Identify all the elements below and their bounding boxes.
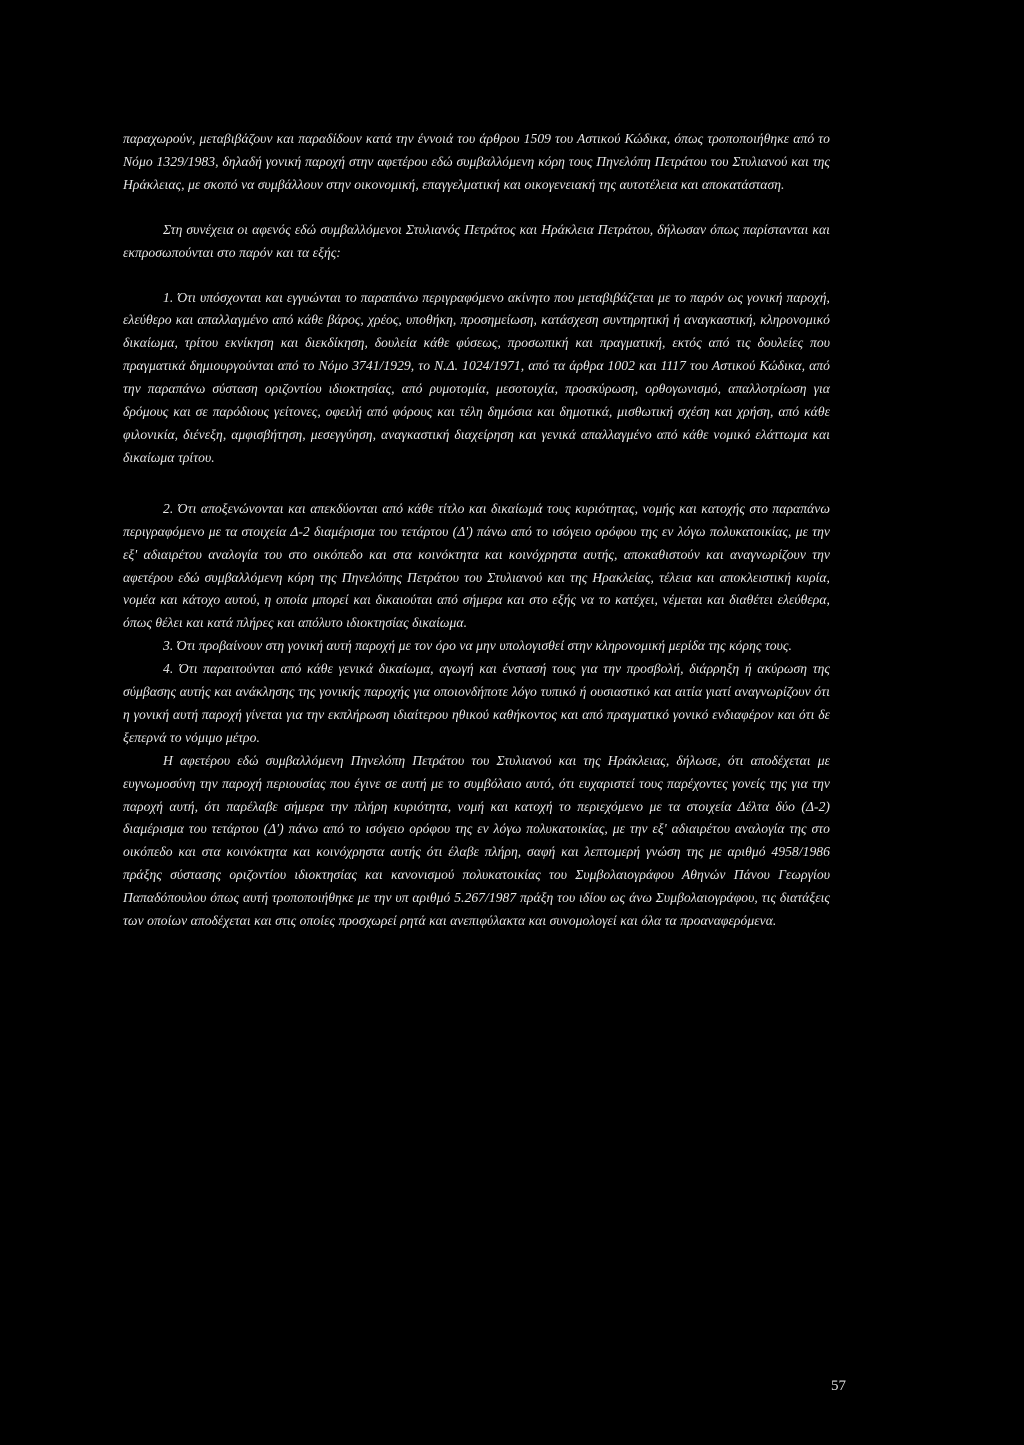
paragraph-clause-1: 1. Ότι υπόσχονται και εγγυώνται το παραπάνω περιγραφόμενο ακίνητο που μεταβιβάζεται με το παρόν ως γονική παροχή, ελεύθερο και απαλλαγμένο από κάθε βάρος, χρέος, υποθήκη, προσημείωση, κατάσχεση συντηρητική ή αναγκαστική, κληρονομικό δικαίωμα, τρίτου εκνίκηση και διεκδίκηση, δουλεία κάθε φύσεως, προσωπική και πραγματική, εκτός από τις δουλείες που πραγματικά δημιουργούνται από το Νόμο 3741/1929, το Ν.Δ. 1024/1971, από τα άρθρα 1002 και 1117 του Αστικού Κώδικα, από την παραπάνω σύσταση οριζοντίου ιδιοκτησίας, από ρυμοτομία, μεσοτοιχία, προσκύρωση, ορθογωνισμό, απαλλοτρίωση για δρόμους και σε παρόδιους γείτονες, οφειλή από φόρους και τέλη δημόσια και δημοτικά, μισθωτική σχέση και χρήση, από κάθε φιλονικία, διένεξη, αμφισβήτηση, μεσεγγύηση, αναγκαστική διαχείρηση και γενικά απαλλαγμένο από κάθε νομικό ελάττωμα και δικαίωμα τρίτου. xyxy=(123,289,830,465)
paragraph-continuation: παραχωρούν, μεταβιβάζουν και παραδίδουν κατά την έννοιά του άρθρου 1509 του Αστικού Κώδικα, όπως τροποποιήθηκε από το Νόμο 1329/1983, δηλαδή γονική παροχή στην αφετέρου εδώ συμβαλλόμενη κόρη τους Πηνελόπη Πετράτου του Στυλιανού και της Ηράκλειας, με σκοπό να συμβάλλουν στην οικονομική, επαγγελματική και οικογενειακή της αυτοτέλεια και αποκατάσταση. xyxy=(123,131,830,192)
paragraph-acceptance: Η αφετέρου εδώ συμβαλλόμενη Πηνελόπη Πετράτου του Στυλιανού και της Ηράκλειας, δήλωσε, ότι αποδέχεται με ευγνωμοσύνη την παροχή περιουσίας που έγινε σε αυτή με το συμβόλαιο αυτό, ότι ευχαριστεί τους παρέχοντες γονείς της για την παροχή αυτή, ότι παρέλαβε σήμερα την πλήρη κυριότητα, νομή και κατοχή το περιεχόμενο με τα στοιχεία Δέλτα δύο (Δ-2) διαμέρισμα του τετάρτου (Δ') πάνω από το ισόγειο ορόφου της εν λόγω πολυκατοικίας, με την εξ' αδιαιρέτου αναλογία της στο οικόπεδο και στα κοινόκτητα και κοινόχρηστα αυτής ότι έλαβε πλήρη, σαφή και λεπτομερή γνώση της με αριθμό 4958/1986 πράξης σύστασης οριζοντίου ιδιοκτησίας και κανονισμού πολυκατοικίας του Συμβολαιογράφου Αθηνών Πάνου Γεωργίου Παπαδόπουλου όπως αυτή τροποποιήθηκε με την υπ αριθμό 5.267/1987 πράξη του ιδίου ως άνω Συμβολαιογράφου, τις διατάξεις των οποίων αποδέχεται και στις οποίες προσχωρεί ρητά και ανεπιφύλακτα και συνομολογεί και όλα τα προαναφερόμενα. xyxy=(123,752,830,929)
paragraph-declaration-intro: Στη συνέχεια οι αφενός εδώ συμβαλλόμενοι Στυλιανός Πετράτος και Ηράκλεια Πετράτου, δήλωσαν όπως παρίστανται και εκπροσωπούνται στο παρόν και τα εξής: xyxy=(123,221,830,260)
paragraph-clause-4: 4. Ότι παραιτούνται από κάθε γενικά δικαίωμα, αγωγή και ένστασή τους για την προσβολή, διάρρηξη ή ακύρωση της σύμβασης αυτής και ανάκλησης της γονικής παροχής για οποιονδήποτε λόγο τυπικό ή ουσιαστικό και αιτία γιατί αναγνωρίζουν ότι η γονική αυτή παροχή γίνεται για την εκπλήρωση ιδιαίτερου ηθικού καθήκοντος και από πραγματικό γονικό ενδιαφέρον και ότι δε ξεπερνά το νόμιμο μέτρο. xyxy=(123,661,830,745)
page-number: 57 xyxy=(831,1378,846,1394)
paragraph-clause-3: 3. Ότι προβαίνουν στη γονική αυτή παροχή με τον όρο να μην υπολογισθεί στην κληρονομική μερίδα της κόρης τους. xyxy=(163,638,792,654)
paragraph-clause-2: 2. Ότι αποξενώνονται και απεκδύονται από κάθε τίτλο και δικαίωμά τους κυριότητας, νομής και κατοχής στο παραπάνω περιγραφόμενο με τα στοιχεία Δ-2 διαμέρισμα του τετάρτου (Δ') πάνω από το ισόγειο ορόφου της εν λόγω πολυκατοικίας, με την εξ' αδιαιρέτου αναλογία του στο οικόπεδο και στα κοινόκτητα και κοινόχρηστα αυτής, αποκαθιστούν και αναγνωρίζουν την αφετέρου εδώ συμβαλλόμενη κόρη της Πηνελόπης Πετράτου του Στυλιανού και της Ηρακλείας, τέλεια και αποκλειστική κυρία, νομέα και κάτοχο αυτού, η οποία μπορεί και δικαιούται από σήμερα και στο εξής να το κατέχει, νέμεται και διαθέτει ελεύθερα, όπως θέλει και κατά πλήρες και απόλυτο ιδιοκτησίας δικαίωμα. xyxy=(123,500,830,631)
document-body xyxy=(123,128,830,933)
